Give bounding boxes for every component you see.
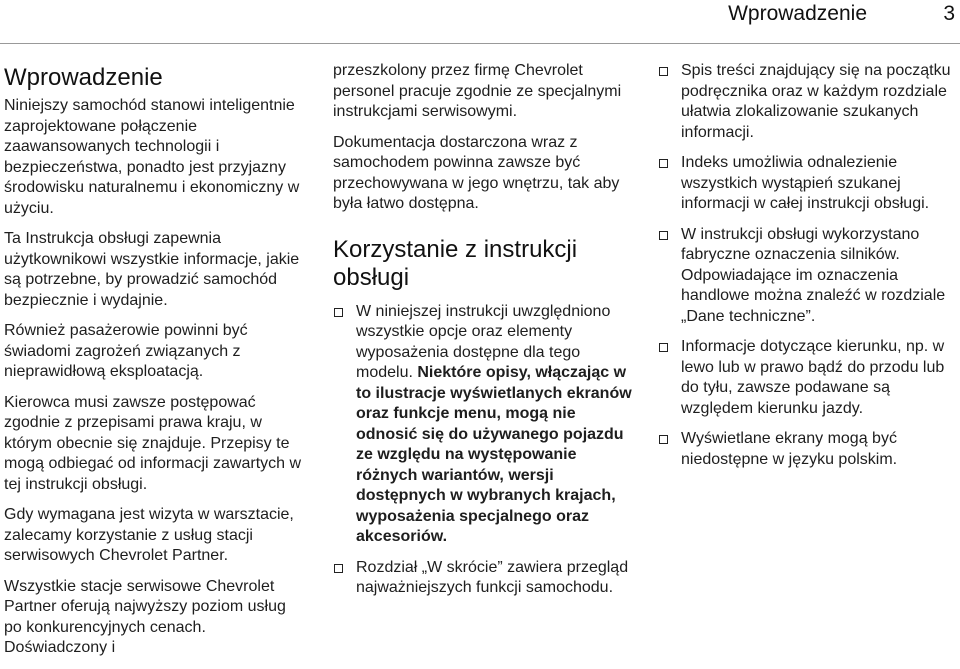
page-number: 3 xyxy=(943,2,955,25)
text-column-1 xyxy=(4,61,304,669)
list-item-text: Indeks umożliwia odnalezienie wszystkich wystąpień szukanej informacji w całej instrukcji obsługi. xyxy=(681,154,930,212)
paragraph: Wszystkie stacje serwisowe Chevrolet Partner oferują najwyższy poziom usług po konkurencyjnych cenach. Doświadczony i xyxy=(4,577,286,656)
paragraph: Gdy wymagana jest wizyta w warsztacie, zalecamy korzystanie z usług stacji serwisowych Chevrolet Partner. xyxy=(4,506,294,564)
list-item xyxy=(658,61,958,143)
paragraph: Dokumentacja dostarczona wraz z samochodem powinna zawsze być przechowywana w jego wnętrzu, tak aby była łatwo dostępna. xyxy=(333,133,620,212)
list-item xyxy=(658,429,958,470)
paragraph: Kierowca musi zawsze postępować zgodnie z przepisami prawa kraju, w którym obecnie się znajduje. Przepisy te mogą odbiegać od informacji zawartych w tej instrukcji obsługi. xyxy=(4,393,302,493)
list-item xyxy=(658,225,958,328)
square-bullet-icon xyxy=(659,231,668,240)
paragraph: Ta Instrukcja obsługi zapewnia użytkownikowi wszystkie informacje, jakie są potrzebne, by prowadzić samochód bezpiecznie i wydajnie. xyxy=(4,230,300,309)
list-item xyxy=(333,558,633,599)
square-bullet-icon xyxy=(334,308,343,317)
header-divider xyxy=(0,43,960,44)
section-heading-using-manual: Korzystanie z instrukcji obsługi xyxy=(333,235,578,291)
square-bullet-icon xyxy=(659,159,668,168)
section-heading-introduction: Wprowadzenie xyxy=(4,64,163,91)
paragraph: Niniejszy samochód stanowi inteligentnie zaprojektowane połączenie zaawansowanych technologii i bezpieczeństwa, ponadto jest przyjazny środowisku naturalnemu i ekonomiczny w użyciu. xyxy=(4,97,300,217)
square-bullet-icon xyxy=(334,564,343,573)
list-item-text: Informacje dotyczące kierunku, np. w lewo lub w prawo bądź do przodu lub do tyłu, zawsze podawane są względem kierunku jazdy. xyxy=(681,338,945,417)
paragraph: Również pasażerowie powinni być świadomi zagrożeń związanych z nieprawidłową eksploatacją. xyxy=(4,322,248,380)
bullet-list xyxy=(333,302,633,599)
square-bullet-icon xyxy=(659,67,668,76)
list-item xyxy=(658,153,958,215)
list-item-text: Wyświetlane ekrany mogą być niedostępne w języku polskim. xyxy=(681,430,898,468)
square-bullet-icon xyxy=(659,435,668,444)
bullet-list xyxy=(658,61,958,470)
running-header-title: Wprowadzenie xyxy=(728,2,867,25)
square-bullet-icon xyxy=(659,343,668,352)
list-item xyxy=(658,337,958,419)
text-column-2 xyxy=(333,61,633,609)
list-item-text: W niniejszej instrukcji uwzględniono wszystkie opcje oraz elementy wyposażenia dostępne dla tego modelu. xyxy=(356,302,611,381)
list-item-text: Spis treści znajdujący się na początku podręcznika oraz w każdym rozdziale ułatwia zlokalizowanie szukanych informacji. xyxy=(681,62,951,141)
list-item-text: W instrukcji obsługi wykorzystano fabryczne oznaczenia silników. Odpowiadające im oznaczenia handlowe można znaleźć w rozdziale „Dane techniczne”. xyxy=(681,225,946,325)
list-item xyxy=(333,302,633,548)
list-item-text: Rozdział „W skrócie” zawiera przegląd najważniejszych funkcji samochodu. xyxy=(356,558,629,596)
list-item-bold-text: Niektóre opisy, włączając w to ilustracje wyświetlanych ekranów oraz funkcje menu, mogą nie odnosić się do używanego pojazdu ze względu na występowanie różnych wariantów, wersji dostępnych w wybranych krajach, wyposażenia specjalnego oraz akcesoriów. xyxy=(356,364,632,545)
paragraph: przeszkolony przez firmę Chevrolet personel pracuje zgodnie ze specjalnymi instrukcjami serwisowymi. xyxy=(333,62,622,120)
text-column-3 xyxy=(658,61,958,480)
